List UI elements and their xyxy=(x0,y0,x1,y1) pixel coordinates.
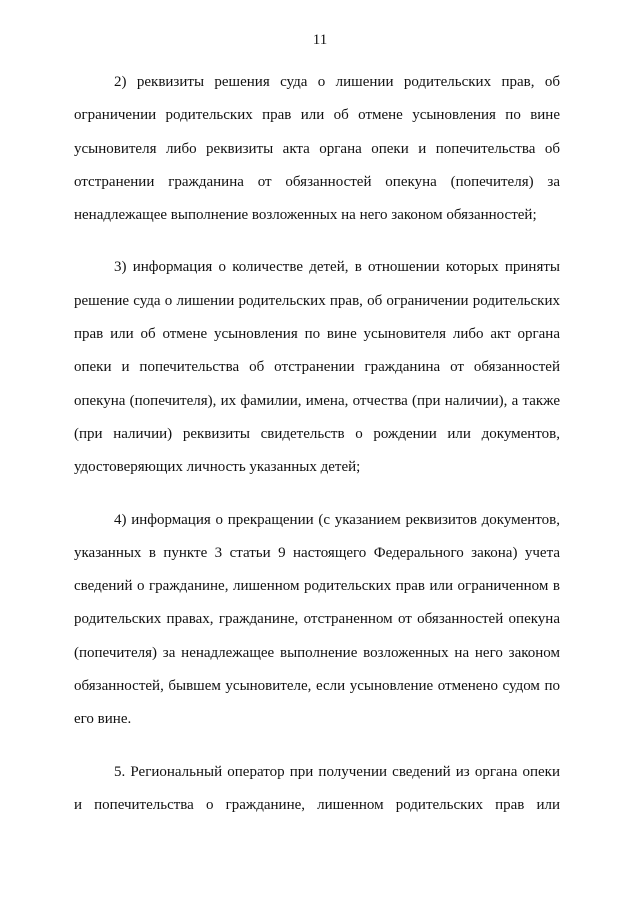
page-number: 11 xyxy=(312,32,328,48)
paragraph-item-2: 2) реквизиты решения суда о лишении родительских прав, об ограничении родительских прав или об отмене усыновления по вине усыновителя либо реквизиты акта органа опеки и попечительства об отстранении гражданина от обязанностей опекуна (попечителя) за ненадлежащее выполнение возложенных на него законом обязанностей; xyxy=(74,74,560,224)
paragraph-section-5: 5. Региональный оператор при получении сведений из органа опеки и попечительства о гражданине, лишенном родительских прав или xyxy=(74,763,560,813)
document-body xyxy=(74,66,560,841)
paragraph-item-3: 3) информация о количестве детей, в отношении которых приняты решение суда о лишении родительских прав, об ограничении родительских прав или об отмене усыновления по вине усыновителя либо акт органа опеки и попечительства об отстранении гражданина от обязанностей опекуна (попечителя), их фамилии, имена, отчества (при наличии), а также (при наличии) реквизиты свидетельств о рождении или документов, удостоверяющих личность указанных детей; xyxy=(74,259,560,476)
paragraph-item-4: 4) информация о прекращении (с указанием реквизитов документов, указанных в пункте 3 статьи 9 настоящего Федерального закона) учета сведений о гражданине, лишенном родительских прав или ограниченном в родительских правах, гражданине, отстраненном от обязанностей опекуна (попечителя) за ненадлежащее выполнение возложенных на него законом обязанностей, бывшем усыновителе, если усыновление отменено судом по его вине. xyxy=(74,511,560,728)
